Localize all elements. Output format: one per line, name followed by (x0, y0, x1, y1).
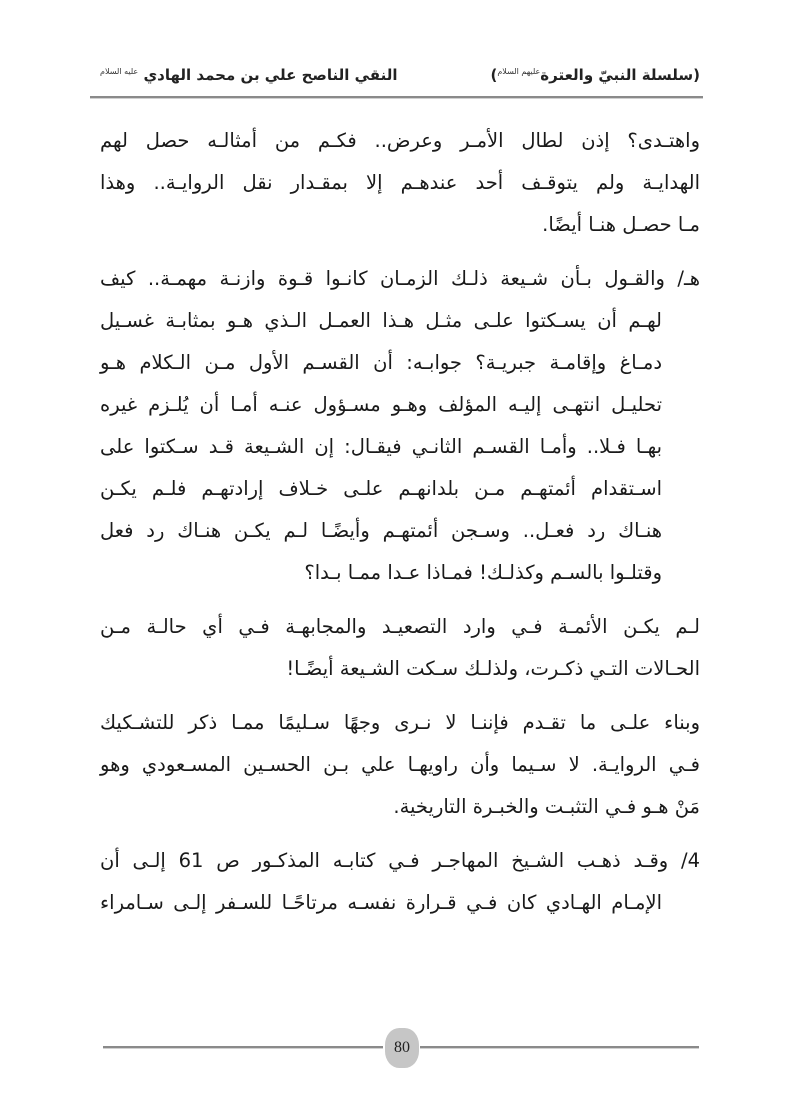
text-line: 4/ وقـد ذهـب الشـيخ المهاجـر فـي كتابـه المذكـور ص 61 إلـى أن (100, 849, 700, 872)
page-number-badge (385, 1028, 419, 1068)
text-line: فـي الروايـة. لا سـيما وأن راويهـا علي بـن الحسـين المسـعودي وهو (100, 753, 700, 776)
text-line: هنـاك رد فعـل.. وسـجن أئمتهـم وأيضًـا لـم يكـن هنـاك رد فعل (100, 519, 662, 542)
paragraph-5 (100, 840, 700, 924)
text-line: تحليـل انتهـى إليـه المؤلف وهـو مسـؤول عنـه أمـا أن يُلـزم غيره (100, 393, 662, 416)
paragraph-3 (100, 606, 700, 690)
text-line: لهـم أن يسـكتوا علـى مثـل هـذا العمـل الـذي هـو بمثابـة غسـيل (100, 309, 662, 332)
page-body (100, 120, 700, 936)
book-honorific: عليه السلام (100, 67, 139, 76)
text-line: الإمـام الهـادي كان فـي قـرارة نفسـه مرتاحًـا للسـفر إلـى سـامراء (100, 891, 662, 914)
text-line: لـم يكـن الأئمـة فـي وارد التصعيـد والمجابهـة فـي أي حالـة مـن (100, 615, 700, 638)
footer-divider-right (420, 1046, 699, 1049)
text-line: بهـا فـلا.. وأمـا القسـم الثانـي فيقـال: إن الشـيعة قـد سـكتوا على (100, 435, 662, 458)
header-divider (90, 96, 703, 99)
paragraph-4 (100, 702, 700, 828)
footer-divider-left (103, 1046, 383, 1049)
text-line: الحـالات التـي ذكـرت، ولذلـك سـكت الشـيعة أيضًـا! (286, 657, 700, 680)
paragraph-2 (100, 258, 700, 594)
book-title-text: النقي الناصح علي بن محمد الهادي (143, 66, 398, 84)
series-honorific: عليهم السلام (497, 67, 541, 76)
text-line: دمـاغ وإقامـة جبريـة؟ جوابـه: أن القسـم الأول مـن الـكلام هـو (100, 351, 662, 374)
series-title-close: ) (490, 66, 498, 84)
page-number: 80 (394, 1039, 410, 1056)
series-title (490, 66, 700, 84)
text-line: وقتلـوا بالسـم وكذلـك! فمـاذا عـدا ممـا بـدا؟ (304, 561, 662, 584)
running-header (100, 60, 700, 90)
text-line: هـ/ والقـول بـأن شـيعة ذلـك الزمـان كانـوا قـوة وازنـة مهمـة.. كيف (100, 267, 700, 290)
text-line: مـا حصـل هنـا أيضًا. (542, 213, 700, 236)
text-line: مَنْ هـو فـي التثبـت والخبـرة التاريخية. (393, 795, 700, 818)
text-line: واهتـدى؟ إذن لطال الأمـر وعرض.. فكـم من أمثالـه حصل لهم (100, 129, 700, 152)
series-title-text: (سلسلة النبيّ والعترة (540, 66, 700, 84)
book-title (100, 66, 398, 84)
text-line: وبناء علـى ما تقـدم فإننـا لا نـرى وجهًا سـليمًا ممـا ذكر للتشـكيك (100, 711, 700, 734)
text-line: اسـتقدام أئمتهـم مـن بلدانهـم علـى خـلاف إرادتهـم فلـم يكـن (100, 477, 662, 500)
paragraph-1 (100, 120, 700, 246)
text-line: الهدايـة ولم يتوقـف أحد عندهـم إلا بمقـدار نقل الروايـة.. وهذا (100, 171, 700, 194)
